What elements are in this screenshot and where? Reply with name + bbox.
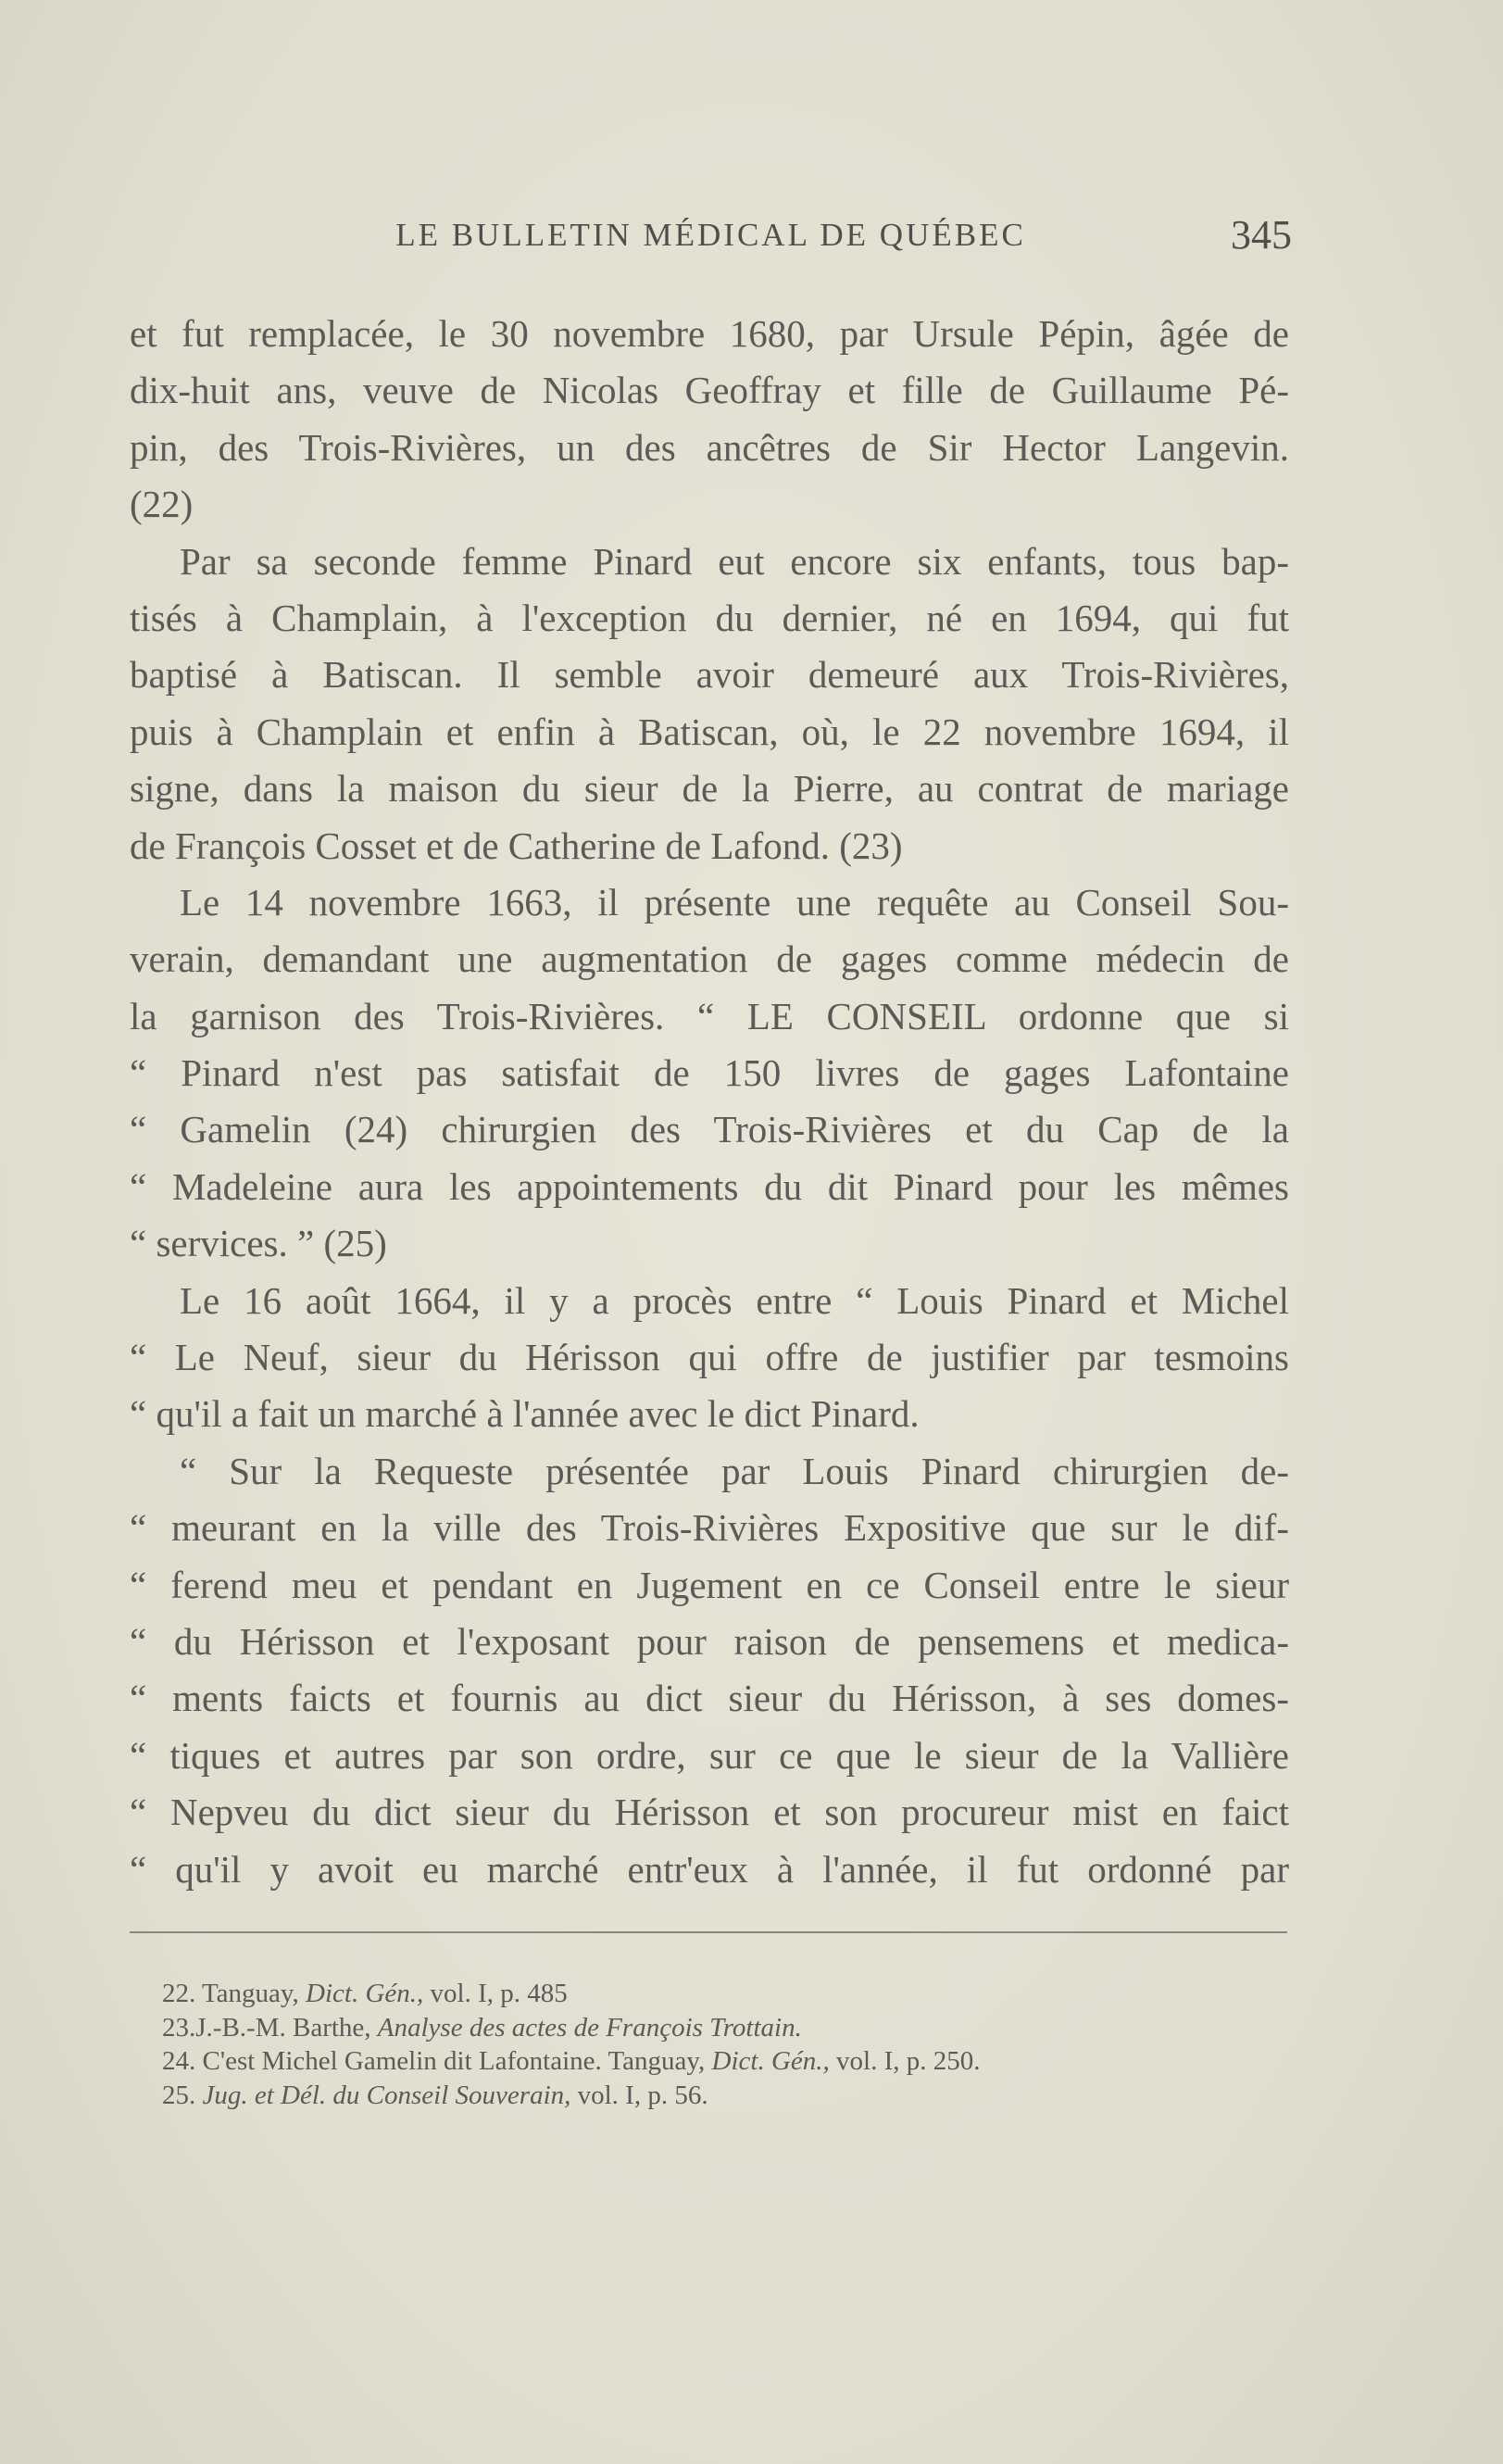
- text-line: signe, dans la maison du sieur de la Pierre, au contrat de mariage: [130, 767, 1289, 811]
- footnote-text: vol. I, p. 485: [423, 1979, 568, 2008]
- text-line: Le 14 novembre 1663, il présente une requête au Conseil Sou-: [180, 880, 1289, 924]
- text-line: “ Le Neuf, sieur du Hérisson qui offre de justifier par tesmoins: [130, 1336, 1289, 1379]
- text-line: “ Pinard n'est pas satisfait de 150 livres de gages Lafontaine: [130, 1051, 1289, 1095]
- page-number: 345: [1231, 212, 1292, 258]
- body-text: [130, 306, 1289, 1898]
- footnote-number: 25.: [162, 2080, 196, 2110]
- footnote-23: [162, 2011, 1301, 2045]
- footnote-number: 24.: [162, 2046, 196, 2076]
- footnote-divider: [130, 1931, 1287, 1933]
- footnote-25: [162, 2079, 1301, 2113]
- text-line: “ ferend meu et pendant en Jugement en ce Conseil entre le sieur: [130, 1563, 1289, 1606]
- text-line: puis à Champlain et enfin à Batiscan, où, le 22 novembre 1694, il: [130, 710, 1289, 753]
- footnotes: [162, 1977, 1301, 2112]
- footnote-title: Dict. Gén.,: [711, 2046, 830, 2076]
- footnote-text: J.-B.-M. Barthe,: [195, 2012, 378, 2043]
- text-line: “ Nepveu du dict sieur du Hérisson et son procureur mist en faict: [130, 1791, 1289, 1834]
- footnote-title: Jug. et Dél. du Conseil Souverain,: [202, 2080, 571, 2110]
- text-line: la garnison des Trois-Rivières. “ LE CONSEIL ordonne que si: [130, 994, 1289, 1037]
- running-title: LE BULLETIN MÉDICAL DE QUÉBEC: [395, 217, 1026, 253]
- text-line: “ services. ” (25): [130, 1222, 387, 1265]
- text-line: “ meurant en la ville des Trois-Rivières Expositive que sur le dif-: [130, 1506, 1289, 1550]
- footnote-22: [162, 1977, 1301, 2011]
- footnote-text: C'est Michel Gamelin dit Lafontaine. Tanguay,: [202, 2046, 712, 2076]
- footnote-text: vol. I, p. 250.: [829, 2046, 981, 2076]
- footnote-title: Dict. Gén.,: [306, 1979, 424, 2008]
- text-line: tisés à Champlain, à l'exception du dernier, né en 1694, qui fut: [130, 596, 1289, 639]
- text-line: “ Gamelin (24) chirurgien des Trois-Rivières et du Cap de la: [130, 1108, 1289, 1151]
- footnote-title: Analyse des actes de François Trottain.: [377, 2012, 802, 2043]
- text-line: dix-huit ans, veuve de Nicolas Geoffray et fille de Guillaume Pé-: [130, 369, 1289, 412]
- text-line: de François Cosset et de Catherine de Lafond. (23): [130, 823, 903, 867]
- text-line: et fut remplacée, le 30 novembre 1680, par Ursule Pépin, âgée de: [130, 312, 1289, 355]
- text-line: Le 16 août 1664, il y a procès entre “ Louis Pinard et Michel: [180, 1278, 1289, 1322]
- text-line: “ du Hérisson et l'exposant pour raison de pensemens et medica-: [130, 1619, 1289, 1663]
- footnote-number: 23.: [162, 2012, 196, 2043]
- text-line: pin, des Trois-Rivières, un des ancêtres de Sir Hector Langevin.: [130, 425, 1289, 469]
- text-line: “ tiques et autres par son ordre, sur ce que le sieur de la Vallière: [130, 1733, 1289, 1777]
- footnote-number: 22.: [162, 1979, 196, 2008]
- text-line: (22): [130, 483, 194, 526]
- text-line: Par sa seconde femme Pinard eut encore six enfants, tous bap-: [180, 539, 1289, 583]
- text-line: “ qu'il y avoit eu marché entr'eux à l'année, il fut ordonné par: [130, 1847, 1289, 1891]
- footnote-text: vol. I, p. 56.: [570, 2080, 708, 2110]
- running-header: [130, 209, 1292, 274]
- footnote-24: [162, 2044, 1301, 2079]
- text-line: baptisé à Batiscan. Il semble avoir demeuré aux Trois-Rivières,: [130, 653, 1289, 697]
- footnote-text: Tanguay,: [201, 1979, 307, 2008]
- text-line: “ ments faicts et fournis au dict sieur du Hérisson, à ses domes-: [130, 1677, 1289, 1720]
- text-line: verain, demandant une augmentation de gages comme médecin de: [130, 937, 1289, 981]
- text-line: “ Madeleine aura les appointements du dit Pinard pour les mêmes: [130, 1164, 1289, 1208]
- text-line: “ Sur la Requeste présentée par Louis Pinard chirurgien de-: [180, 1449, 1289, 1492]
- text-line: “ qu'il a fait un marché à l'année avec le dict Pinard.: [130, 1392, 920, 1436]
